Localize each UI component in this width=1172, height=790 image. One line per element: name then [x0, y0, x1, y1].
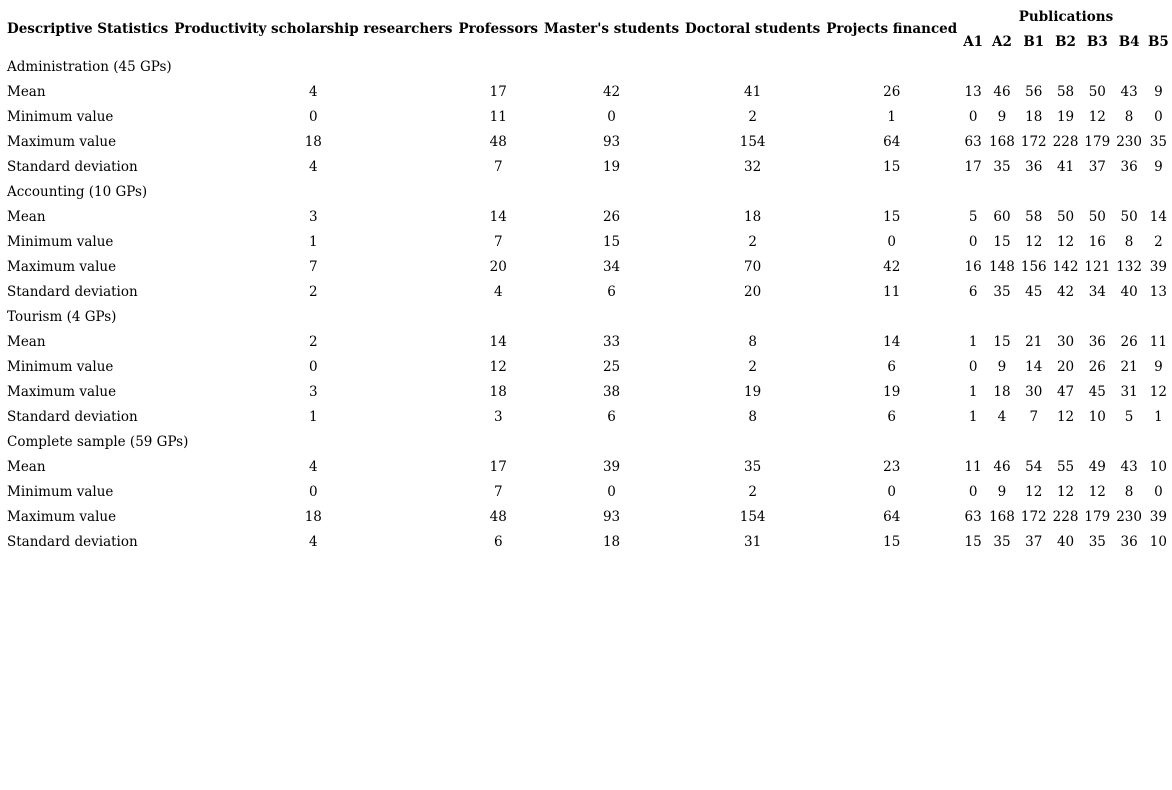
table-cell: 0 — [1154, 108, 1163, 125]
table-cell: 21 — [1120, 358, 1138, 375]
table-cell: 64 — [883, 133, 901, 150]
table-cell: 179 — [1084, 133, 1111, 150]
table-cell: 9 — [997, 358, 1007, 375]
table-cell: 42 — [602, 83, 621, 100]
table-cell: 3 — [309, 383, 318, 400]
table-cell: 6 — [887, 408, 897, 425]
section-title: Tourism (4 GPs) — [7, 308, 117, 325]
table-cell: 54 — [1025, 458, 1043, 475]
table-cell: 1 — [968, 408, 978, 425]
table-cell: 15 — [964, 533, 982, 550]
table-cell: 2 — [748, 108, 757, 125]
table-cell: 20 — [489, 258, 507, 275]
table-cell: 6 — [887, 358, 897, 375]
table-cell: 35 — [744, 458, 762, 475]
table-row — [4, 379, 1172, 404]
table-cell: 13 — [964, 83, 982, 100]
table-cell: 12 — [1056, 233, 1075, 250]
table-cell: 39 — [1149, 258, 1167, 275]
header-publication-a2: A2 — [992, 33, 1012, 50]
header-publication-b3: B3 — [1086, 33, 1108, 50]
table-row — [4, 354, 1172, 379]
table-cell: 18 — [1025, 108, 1043, 125]
table-cell: 4 — [309, 533, 318, 550]
header-publications: Publications — [1018, 8, 1114, 25]
table-row — [4, 129, 1172, 154]
table-cell: 168 — [989, 508, 1015, 525]
table-cell: 15 — [993, 333, 1011, 350]
table-cell: 46 — [993, 83, 1011, 100]
table-cell: 21 — [1025, 333, 1043, 350]
table-cell: 45 — [1088, 383, 1106, 400]
table-cell: 42 — [1056, 283, 1075, 300]
table-cell: 2 — [748, 233, 757, 250]
table-cell: 32 — [744, 158, 762, 175]
row-label: Standard deviation — [7, 408, 138, 425]
row-label: Mean — [7, 83, 46, 100]
header-descriptive-statistics: Descriptive Statistics — [7, 21, 169, 37]
table-cell: 11 — [489, 108, 507, 125]
row-label: Maximum value — [7, 508, 117, 525]
table-cell: 0 — [607, 483, 616, 500]
table-row — [4, 254, 1172, 279]
table-cell: 1 — [309, 408, 318, 425]
table-cell: 93 — [602, 133, 621, 150]
table-cell: 30 — [1025, 383, 1043, 400]
header-productivity-scholarship-researchers: Productivity scholarship researchers — [174, 21, 453, 37]
header-publication-b1: B1 — [1023, 33, 1045, 50]
table-cell: 34 — [1088, 283, 1106, 300]
table-body — [4, 54, 1172, 554]
table-cell: 36 — [1025, 158, 1043, 175]
table-cell: 12 — [1025, 483, 1043, 500]
section-row — [4, 429, 1172, 454]
table-row — [4, 504, 1172, 529]
table-cell: 18 — [304, 508, 322, 525]
table-cell: 156 — [1020, 258, 1047, 275]
section-title: Administration (45 GPs) — [7, 58, 172, 75]
table-cell: 43 — [1120, 83, 1138, 100]
table-cell: 14 — [489, 333, 507, 350]
table-cell: 11 — [883, 283, 901, 300]
table-cell: 41 — [1056, 158, 1075, 175]
table-cell: 46 — [993, 458, 1011, 475]
table-header — [4, 4, 1172, 54]
table-cell: 41 — [744, 83, 762, 100]
table-cell: 14 — [1025, 358, 1043, 375]
table-cell: 17 — [489, 458, 507, 475]
header-publication-b4: B4 — [1118, 33, 1140, 50]
table-cell: 12 — [1056, 408, 1075, 425]
table-cell: 93 — [602, 508, 621, 525]
table-cell: 39 — [1149, 508, 1167, 525]
table-cell: 6 — [607, 408, 616, 425]
table-row — [4, 329, 1172, 354]
table-cell: 17 — [964, 158, 982, 175]
table-cell: 10 — [1149, 458, 1167, 475]
table-cell: 15 — [602, 233, 621, 250]
table-cell: 55 — [1056, 458, 1075, 475]
table-cell: 26 — [602, 208, 621, 225]
table-cell: 42 — [883, 258, 901, 275]
table-cell: 15 — [883, 533, 901, 550]
table-cell: 70 — [744, 258, 762, 275]
table-cell: 25 — [602, 358, 621, 375]
table-cell: 132 — [1116, 258, 1142, 275]
table-cell: 8 — [1124, 108, 1134, 125]
table-row — [4, 104, 1172, 129]
table-row — [4, 479, 1172, 504]
table-cell: 11 — [964, 458, 982, 475]
table-cell: 0 — [968, 108, 978, 125]
table-cell: 12 — [1088, 108, 1106, 125]
table-cell: 50 — [1120, 208, 1138, 225]
table-cell: 30 — [1056, 333, 1075, 350]
table-cell: 19 — [883, 383, 901, 400]
table-cell: 20 — [1056, 358, 1075, 375]
table-cell: 35 — [993, 533, 1011, 550]
descriptive-statistics-table — [4, 4, 1172, 554]
table-cell: 12 — [1088, 483, 1106, 500]
table-cell: 13 — [1149, 283, 1167, 300]
table-cell: 230 — [1116, 508, 1142, 525]
table-cell: 5 — [1124, 408, 1134, 425]
table-cell: 3 — [493, 408, 503, 425]
table-cell: 2 — [748, 358, 757, 375]
table-cell: 230 — [1116, 133, 1142, 150]
table-cell: 50 — [1056, 208, 1075, 225]
table-cell: 40 — [1120, 283, 1138, 300]
table-cell: 49 — [1088, 458, 1106, 475]
table-cell: 35 — [1149, 133, 1167, 150]
table-cell: 63 — [964, 133, 982, 150]
row-label: Minimum value — [7, 358, 114, 375]
row-label: Maximum value — [7, 133, 117, 150]
table-cell: 19 — [744, 383, 762, 400]
table-cell: 36 — [1088, 333, 1106, 350]
table-cell: 16 — [964, 258, 982, 275]
table-cell: 1 — [1154, 408, 1163, 425]
table-cell: 7 — [1029, 408, 1039, 425]
table-cell: 64 — [883, 508, 901, 525]
table-cell: 172 — [1020, 508, 1047, 525]
table-cell: 10 — [1088, 408, 1106, 425]
table-cell: 45 — [1025, 283, 1043, 300]
table-cell: 8 — [1124, 233, 1134, 250]
table-cell: 9 — [1154, 158, 1163, 175]
table-cell: 9 — [997, 483, 1007, 500]
table-cell: 2 — [309, 283, 318, 300]
table-cell: 33 — [602, 333, 621, 350]
header-publication-b5: B5 — [1147, 33, 1169, 50]
table-cell: 23 — [883, 458, 901, 475]
section-row — [4, 304, 1172, 329]
table-cell: 3 — [309, 208, 318, 225]
table-cell: 7 — [493, 233, 503, 250]
table-cell: 15 — [883, 158, 901, 175]
table-row — [4, 154, 1172, 179]
table-cell: 14 — [883, 333, 901, 350]
table-cell: 1 — [309, 233, 318, 250]
table-cell: 6 — [493, 533, 503, 550]
table-cell: 18 — [602, 533, 621, 550]
table-cell: 4 — [309, 83, 318, 100]
table-cell: 172 — [1020, 133, 1047, 150]
table-cell: 12 — [489, 358, 507, 375]
table-cell: 40 — [1056, 533, 1075, 550]
table-cell: 11 — [1149, 333, 1167, 350]
section-title: Complete sample (59 GPs) — [7, 433, 189, 450]
table-cell: 1 — [968, 383, 978, 400]
table-cell: 0 — [309, 358, 318, 375]
row-label: Minimum value — [7, 108, 114, 125]
table-cell: 0 — [309, 483, 318, 500]
table-cell: 2 — [748, 483, 757, 500]
table-cell: 2 — [1154, 233, 1163, 250]
table-cell: 7 — [493, 158, 503, 175]
table-row — [4, 229, 1172, 254]
table-cell: 31 — [744, 533, 762, 550]
table-cell: 2 — [309, 333, 318, 350]
table-cell: 12 — [1025, 233, 1043, 250]
table-cell: 37 — [1025, 533, 1043, 550]
table-cell: 15 — [883, 208, 901, 225]
table-cell: 142 — [1052, 258, 1079, 275]
table-cell: 35 — [1088, 533, 1106, 550]
table-cell: 5 — [968, 208, 978, 225]
table-row — [4, 529, 1172, 554]
table-row — [4, 79, 1172, 104]
row-label: Minimum value — [7, 483, 114, 500]
header-projects-financed: Projects financed — [826, 21, 958, 37]
table-cell: 0 — [968, 358, 978, 375]
table-cell: 47 — [1056, 383, 1075, 400]
table-cell: 0 — [887, 233, 897, 250]
table-cell: 50 — [1088, 83, 1106, 100]
row-label: Maximum value — [7, 258, 117, 275]
table-cell: 148 — [989, 258, 1015, 275]
table-cell: 9 — [1154, 83, 1163, 100]
table-cell: 121 — [1084, 258, 1111, 275]
section-row — [4, 54, 1172, 79]
table-cell: 4 — [493, 283, 503, 300]
table-cell: 14 — [489, 208, 507, 225]
table-cell: 0 — [309, 108, 318, 125]
table-cell: 6 — [968, 283, 978, 300]
table-cell: 168 — [989, 133, 1015, 150]
table-cell: 0 — [1154, 483, 1163, 500]
table-cell: 35 — [993, 158, 1011, 175]
table-cell: 6 — [607, 283, 616, 300]
row-label: Standard deviation — [7, 158, 138, 175]
table-cell: 19 — [602, 158, 621, 175]
table-cell: 228 — [1052, 133, 1079, 150]
header-professors: Professors — [458, 21, 539, 37]
table-cell: 63 — [964, 508, 982, 525]
header-doctoral-students: Doctoral students — [685, 21, 821, 37]
table-cell: 0 — [968, 233, 978, 250]
table-cell: 60 — [993, 208, 1011, 225]
table-cell: 9 — [1154, 358, 1163, 375]
table-cell: 9 — [997, 108, 1007, 125]
table-cell: 18 — [744, 208, 762, 225]
table-cell: 16 — [1088, 233, 1106, 250]
table-cell: 58 — [1056, 83, 1075, 100]
section-row — [4, 179, 1172, 204]
table-row — [4, 454, 1172, 479]
table-cell: 8 — [1124, 483, 1134, 500]
table-cell: 50 — [1088, 208, 1106, 225]
table-cell: 34 — [602, 258, 621, 275]
table-cell: 26 — [1088, 358, 1106, 375]
table-cell: 48 — [489, 508, 507, 525]
table-cell: 56 — [1025, 83, 1043, 100]
table-cell: 8 — [748, 408, 757, 425]
table-cell: 31 — [1120, 383, 1138, 400]
table-cell: 38 — [602, 383, 621, 400]
row-label: Mean — [7, 333, 46, 350]
table-cell: 228 — [1052, 508, 1079, 525]
table-cell: 154 — [739, 133, 766, 150]
table-cell: 18 — [489, 383, 507, 400]
table-cell: 20 — [744, 283, 762, 300]
table-row — [4, 204, 1172, 229]
table-cell: 7 — [493, 483, 503, 500]
table-cell: 18 — [993, 383, 1011, 400]
table-cell: 1 — [887, 108, 897, 125]
table-cell: 36 — [1120, 158, 1138, 175]
table-cell: 58 — [1025, 208, 1043, 225]
table-row — [4, 404, 1172, 429]
table-cell: 4 — [309, 158, 318, 175]
table-row — [4, 279, 1172, 304]
table-cell: 19 — [1056, 108, 1075, 125]
table-cell: 12 — [1149, 383, 1167, 400]
row-label: Mean — [7, 458, 46, 475]
row-label: Standard deviation — [7, 533, 138, 550]
table-cell: 0 — [607, 108, 616, 125]
row-label: Maximum value — [7, 383, 117, 400]
table-cell: 8 — [748, 333, 757, 350]
table-cell: 12 — [1056, 483, 1075, 500]
table-cell: 35 — [993, 283, 1011, 300]
header-publication-b2: B2 — [1055, 33, 1076, 50]
table-cell: 179 — [1084, 508, 1111, 525]
table-cell: 4 — [309, 458, 318, 475]
table-cell: 154 — [739, 508, 766, 525]
table-cell: 1 — [968, 333, 978, 350]
table-cell: 37 — [1088, 158, 1106, 175]
header-publication-a1: A1 — [963, 33, 984, 50]
row-label: Mean — [7, 208, 46, 225]
table-cell: 15 — [993, 233, 1011, 250]
section-title: Accounting (10 GPs) — [7, 183, 148, 200]
table-cell: 36 — [1120, 533, 1138, 550]
table-cell: 0 — [887, 483, 897, 500]
table-cell: 26 — [1120, 333, 1138, 350]
table-cell: 48 — [489, 133, 507, 150]
table-cell: 10 — [1149, 533, 1167, 550]
table-cell: 26 — [883, 83, 901, 100]
table-cell: 43 — [1120, 458, 1138, 475]
table-cell: 7 — [309, 258, 318, 275]
table-cell: 14 — [1149, 208, 1167, 225]
table-cell: 39 — [602, 458, 621, 475]
table-cell: 18 — [304, 133, 322, 150]
row-label: Minimum value — [7, 233, 114, 250]
table-cell: 0 — [968, 483, 978, 500]
table-cell: 4 — [997, 408, 1007, 425]
table-cell: 17 — [489, 83, 507, 100]
row-label: Standard deviation — [7, 283, 138, 300]
header-masters-students: Master's students — [544, 21, 680, 37]
